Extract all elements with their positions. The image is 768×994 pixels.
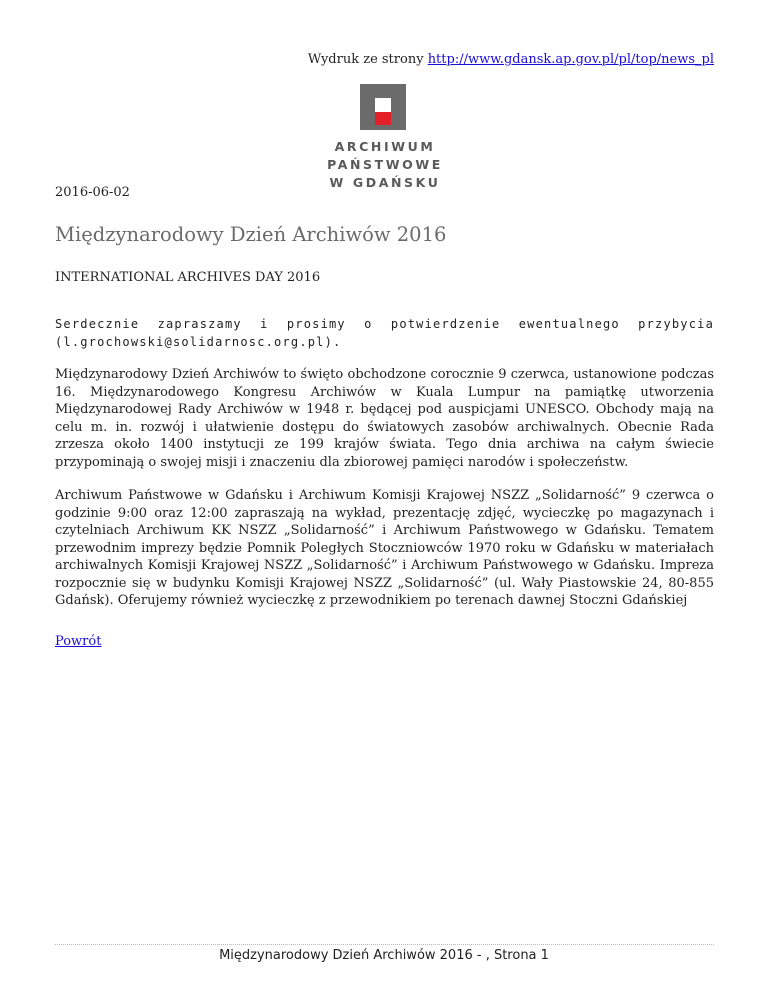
footer-divider (55, 944, 714, 945)
print-source-label: Wydruk ze strony (307, 52, 424, 67)
print-source-line (308, 52, 714, 67)
logo-mark-icon (360, 84, 406, 130)
logo-line-2: W GDAŃSKU (329, 175, 441, 190)
print-source-link[interactable]: http://www.gdansk.ap.gov.pl/pl/top/news_pl (427, 52, 714, 67)
article-date: 2016-06-02 (55, 185, 130, 200)
page-footer: Międzynarodowy Dzień Archiwów 2016 - , Strona 1 (219, 948, 549, 963)
logo-text (294, 138, 476, 192)
logo-mark-red-square (375, 112, 391, 125)
article-subtitle: INTERNATIONAL ARCHIVES DAY 2016 (55, 270, 321, 285)
back-link[interactable]: Powrót (55, 634, 102, 649)
paragraph-invitation: Serdecznie zapraszamy i prosimy o potwierdzenie ewentualnego przybycia (l.grochowski@solidarnosc.org.pl). (55, 317, 714, 349)
paragraph-event-details: Archiwum Państwowe w Gdańsku i Archiwum Komisji Krajowej NSZZ „Solidarność” 9 czerwca o godzinie 9:00 oraz 12:00 zapraszają na wykład, prezentację zdjęć, wycieczkę po magazynach i czytelniach Archiwum KK NSZZ „Solidarność” i Archiwum Państwowego w Gdańsku. Tematem przewodnim imprezy będzie Pomnik Poległych Stoczniowców 1970 roku w Gdańsku w materiałach archiwalnych Komisji Krajowej NSZZ „Solidarność” i Archiwum Państwowego w Gdańsku. Impreza rozpocznie się w budynku Komisji Krajowej NSZZ „Solidarność” (ul. Wały Piastowskie 24, 80-855 Gdańsk). Oferujemy również wycieczkę z przewodnikiem po terenach dawnej Stoczni Gdańskiej (55, 488, 714, 608)
logo-line-1: ARCHIWUM PAŃSTWOWE (327, 139, 443, 172)
paragraph-about-day: Międzynarodowy Dzień Archiwów to święto obchodzone corocznie 9 czerwca, ustanowione podczas 16. Międzynarodowego Kongresu Archiwów w Kuala Lumpur na pamiątkę utworzenia Międzynarodowej Rady Archiwów w 1948 r. będącej pod auspicjami UNESCO. Obchody mają na celu m. in. rozwój i ułatwienie dostępu do światowych zasobów archiwalnych. Obecnie Rada zrzesza około 1400 instytucji ze 199 krajów świata. Tego dnia archiwa na całym świecie przypominają o swojej misji i znaczeniu dla zbiorowej pamięci narodów i społeczeństw. (55, 367, 714, 470)
logo-mark-white-square (375, 98, 391, 112)
article-title: Międzynarodowy Dzień Archiwów 2016 (55, 223, 447, 246)
